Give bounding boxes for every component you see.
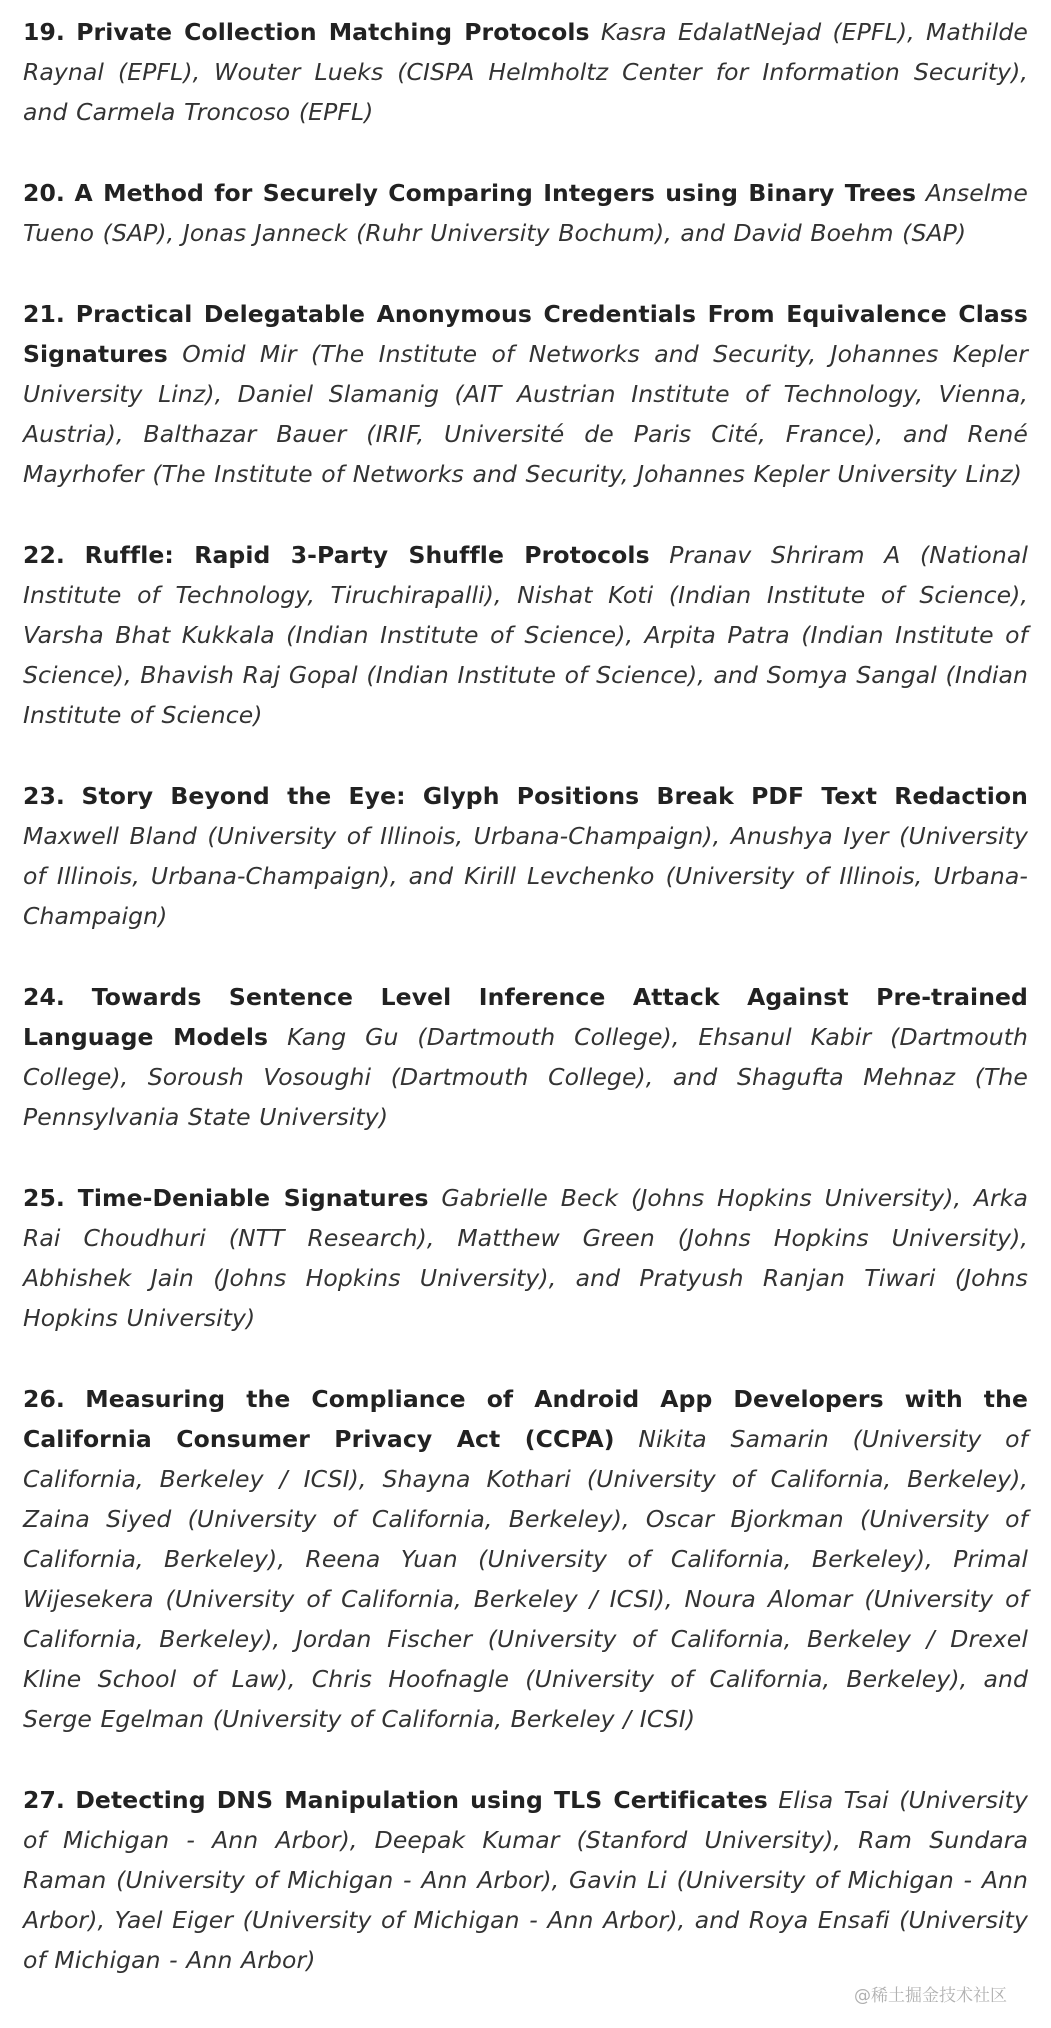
paper-title: Ruffle: Rapid 3-Party Shuffle Protocols <box>84 541 650 569</box>
paper-title: Practical Delegatable Anonymous Credentials From Equivalence Class Signatures <box>23 300 1028 368</box>
paper-number: 25. <box>23 1184 65 1212</box>
paper-list <box>23 12 1028 2021</box>
paper-entry-20 <box>23 173 1028 253</box>
paper-title: Time-Deniable Signatures <box>77 1184 429 1212</box>
paper-entry-21 <box>23 294 1028 494</box>
paper-authors: Gabrielle Beck (Johns Hopkins University), Arka Rai Choudhuri (NTT Research), Matthew Green (Johns Hopkins University), Abhishek Jain (Johns Hopkins University), and Pratyush Ranjan Tiwari (Johns Hopkins University) <box>23 1184 1028 1332</box>
paper-authors: Kang Gu (Dartmouth College), Ehsanul Kabir (Dartmouth College), Soroush Vosoughi (Dartmouth College), and Shagufta Mehnaz (The Pennsylvania State University) <box>23 1023 1028 1131</box>
paper-number: 21. <box>23 300 65 328</box>
paper-entry-24 <box>23 977 1028 1137</box>
paper-entry-25 <box>23 1178 1028 1338</box>
paper-entry-26 <box>23 1379 1028 1739</box>
paper-number: 24. <box>23 983 65 1011</box>
paper-title: Private Collection Matching Protocols <box>76 18 590 46</box>
paper-authors: Pranav Shriram A (National Institute of Technology, Tiruchirapalli), Nishat Koti (Indian Institute of Science), Varsha Bhat Kukkala (Indian Institute of Science), Arpita Patra (Indian Institute of Science), Bhavish Raj Gopal (Indian Institute of Science), and Somya Sangal (Indian Institute of Science) <box>23 541 1029 729</box>
paper-authors: Anselme Tueno (SAP), Jonas Janneck (Ruhr University Bochum), and David Boehm (SAP) <box>23 179 1028 247</box>
paper-entry-23 <box>23 776 1028 936</box>
paper-number: 19. <box>23 18 65 46</box>
paper-number: 22. <box>23 541 65 569</box>
paper-authors: Maxwell Bland (University of Illinois, Urbana-Champaign), Anushya Iyer (University of Illinois, Urbana-Champaign), and Kirill Levchenko (University of Illinois, Urbana-Champaign) <box>23 822 1028 930</box>
paper-title: Story Beyond the Eye: Glyph Positions Break PDF Text Redaction <box>81 782 1028 810</box>
paper-number: 26. <box>23 1385 65 1413</box>
paper-number: 23. <box>23 782 65 810</box>
paper-number: 20. <box>23 179 65 207</box>
paper-entry-19 <box>23 12 1028 132</box>
paper-authors: Omid Mir (The Institute of Networks and Security, Johannes Kepler University Linz), Daniel Slamanig (AIT Austrian Institute of Technology, Vienna, Austria), Balthazar Bauer (IRIF, Université de Paris Cité, France), and René Mayrhofer (The Institute of Networks and Security, Johannes Kepler University Linz) <box>23 340 1028 488</box>
paper-authors: Kasra EdalatNejad (EPFL), Mathilde Raynal (EPFL), Wouter Lueks (CISPA Helmholtz Center for Information Security), and Carmela Troncoso (EPFL) <box>23 18 1028 126</box>
paper-title: Towards Sentence Level Inference Attack Against Pre-trained Language Models <box>23 983 1028 1051</box>
site-watermark: @稀土掘金技术社区 <box>854 1986 1007 2006</box>
paper-authors: Nikita Samarin (University of California, Berkeley / ICSI), Shayna Kothari (University of California, Berkeley), Zaina Siyed (University of California, Berkeley), Oscar Bjorkman (University of California, Berkeley), Reena Yuan (University of California, Berkeley), Primal Wijesekera (University of California, Berkeley / ICSI), Noura Alomar (University of California, Berkeley), Jordan Fischer (University of California, Berkeley / Drexel Kline School of Law), Chris Hoofnagle (University of California, Berkeley), and Serge Egelman (University of California, Berkeley / ICSI) <box>23 1425 1028 1733</box>
paper-title: Measuring the Compliance of Android App Developers with the California Consumer Privacy Act (CCPA) <box>23 1385 1028 1453</box>
paper-entry-27 <box>23 1780 1028 1980</box>
paper-authors: Elisa Tsai (University of Michigan - Ann Arbor), Deepak Kumar (Stanford University), Ram Sundara Raman (University of Michigan - Ann Arbor), Gavin Li (University of Michigan - Ann Arbor), Yael Eiger (University of Michigan - Ann Arbor), and Roya Ensafi (University of Michigan - Ann Arbor) <box>23 1786 1029 1974</box>
paper-title: A Method for Securely Comparing Integers using Binary Trees <box>74 179 917 207</box>
paper-entry-22 <box>23 535 1028 735</box>
paper-title: Detecting DNS Manipulation using TLS Certificates <box>75 1786 768 1814</box>
paper-number: 27. <box>23 1786 65 1814</box>
